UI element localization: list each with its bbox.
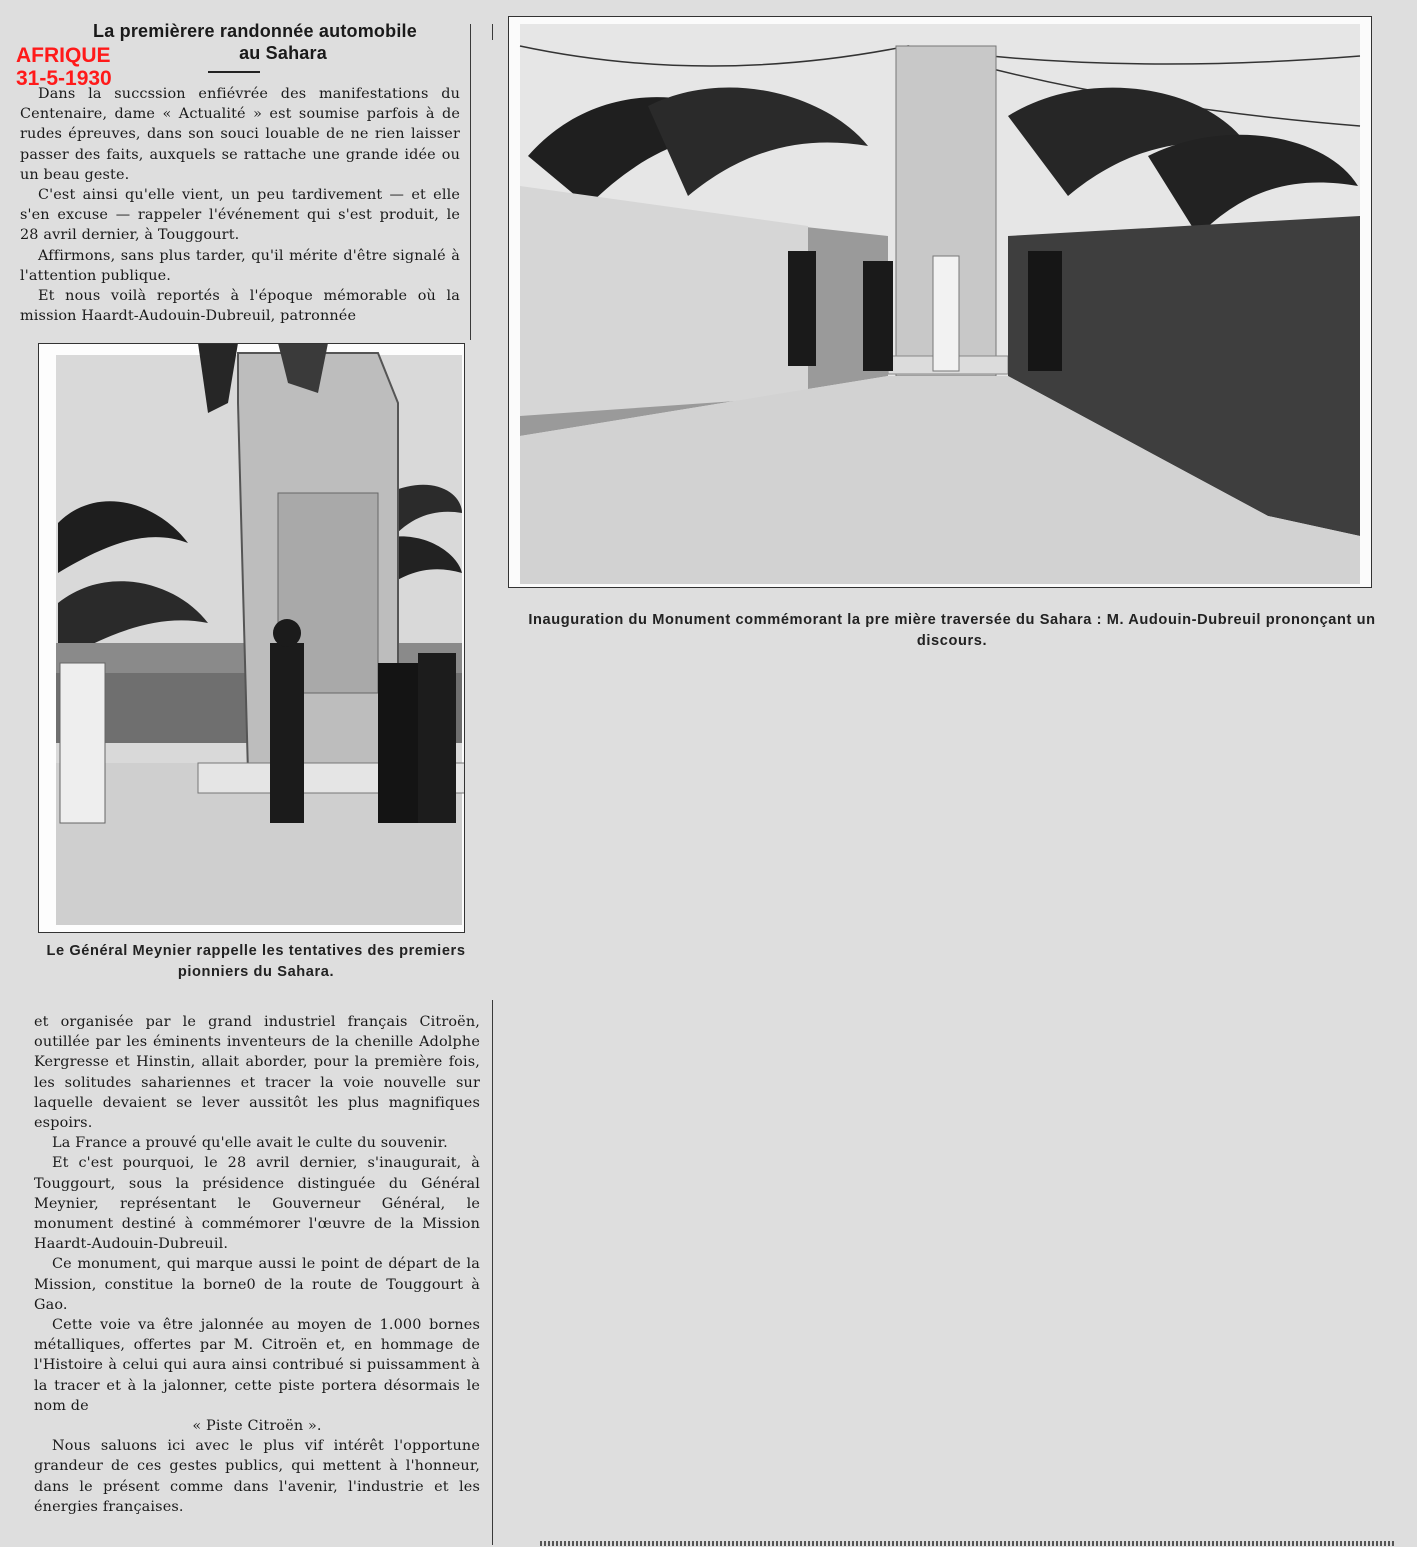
photo-inauguration-crowd-border — [508, 16, 1372, 588]
paragraph: Ce monument, qui marque aussi le point de départ de la Mission, constitue la borne0 de la route de Touggourt à Gao. — [34, 1256, 480, 1313]
paragraph: Dans la succssion enfiévrée des manifestations du Centenaire, dame « Actualité » est soumise parfois à de rudes épreuves, dans son souci louable de ne rien laisser passer des faits, auxquels se rattache une grande idée ou un beau geste. — [20, 86, 460, 183]
column-rule-middle — [492, 1000, 493, 1545]
photo-left-caption: Le Général Meynier rappelle les tentatives des premiers pionniers du Sahara. — [46, 943, 466, 980]
column-rule-left — [470, 24, 471, 340]
article-title-line1: La premièrere randonnée automobile — [93, 21, 417, 41]
article-column-1 — [20, 84, 460, 326]
paragraph: Et nous voilà reportés à l'époque mémorable où la mission Haardt-Audouin-Dubreuil, patronnée — [20, 288, 460, 325]
paragraph: La France a prouvé qu'elle avait le culte du souvenir. — [52, 1135, 448, 1152]
paragraph: Et c'est pourquoi, le 28 avril dernier, s'inaugurait, à Touggourt, sous la présidence distinguée du Général Meynier, représentant le Gouverneur Général, le monument destiné à commémorer l'œuvre de la Mission Haardt-Audouin-Dubreuil. — [34, 1155, 480, 1253]
paragraph: Affirmons, sans plus tarder, qu'il mérite d'être signalé à l'attention publique. — [20, 247, 460, 284]
paragraph: « Piste Citroën ». — [192, 1418, 322, 1435]
article-column-2 — [34, 1012, 480, 1517]
paragraph: C'est ainsi qu'elle vient, un peu tardivement — et elle s'en excuse — rappeler l'événement qui s'est produit, le 28 avril dernier, à Touggourt. — [20, 187, 460, 244]
source-stamp-label: AFRIQUE — [16, 44, 111, 67]
paragraph: Nous saluons ici avec le plus vif intérêt l'opportune grandeur de ces gestes publics, qui mettent à l'honneur, dans le présent comme dans l'avenir, l'industrie et les énergies françaises. — [34, 1438, 480, 1515]
article-title-line2: au Sahara — [239, 43, 327, 63]
source-stamp-date: 31-5-1930 — [16, 67, 112, 90]
column-rule-middle-top — [492, 24, 493, 40]
bottom-dotted-rule — [540, 1541, 1395, 1546]
paragraph: et organisée par le grand industriel français Citroën, outillée par les éminents inventeurs de la chenille Adolphe Kergresse et Hinstin, allait aborder, pour la première fois, les solitudes sahariennes et tracer la voie nouvelle sur laquelle devaient se lever aussitôt les plus magnifiques espoirs. — [34, 1014, 480, 1132]
title-divider — [208, 71, 260, 73]
photo-right-caption: Inauguration du Monument commémorant la pre mière traversée du Sahara : M. Audouin-Dubreuil prononçant un discours. — [528, 612, 1376, 649]
photo-general-monument-border — [38, 343, 465, 933]
paragraph: Cette voie va être jalonnée au moyen de 1.000 bornes métalliques, offertes par M. Citroën et, en hommage de l'Histoire à celui qui aura ainsi contribué si puissamment à la tracer et à la jalonner, cette piste portera désormais le nom de — [34, 1317, 480, 1414]
